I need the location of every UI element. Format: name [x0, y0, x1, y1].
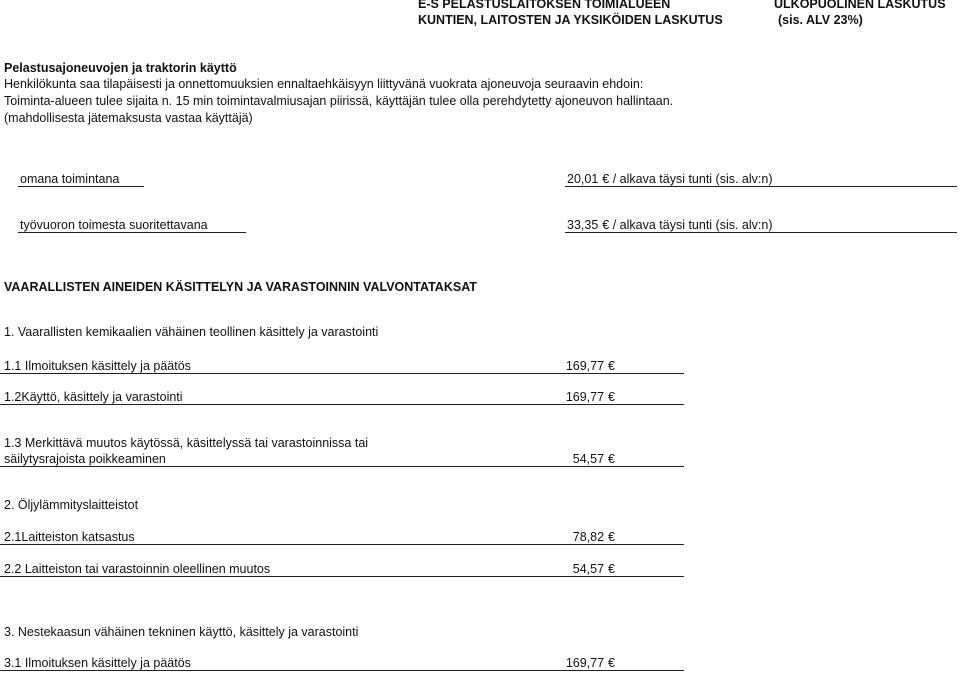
fee-value: 78,82	[572, 530, 605, 544]
header-title-line2: KUNTIEN, LAITOSTEN JA YKSIKÖIDEN LASKUTUS	[418, 13, 723, 27]
vehicles-title: Pelastusajoneuvojen ja traktorin käyttö	[4, 61, 237, 75]
row-underline	[0, 404, 684, 405]
rate-value-underline	[565, 186, 957, 187]
euro-icon: €	[608, 390, 615, 404]
section2-title: 2. Öljylämmityslaitteistot	[4, 498, 139, 512]
vehicles-line-2: Toiminta-alueen tulee sijaita n. 15 min toimintavalmiusajan piirissä, käyttäjän tulee olla perehdytetty ajoneuvon hallintaan.	[4, 94, 674, 108]
euro-icon: €	[608, 530, 615, 544]
fee-value: 54,57	[572, 452, 605, 466]
rate-value: 33,35	[567, 218, 599, 232]
item-3-1-label: 3.1 Ilmoituksen käsittely ja päätös	[4, 656, 191, 670]
fee-value: 169,77	[565, 359, 605, 373]
item-2-2-label: 2.2 Laitteiston tai varastoinnin oleellinen muutos	[4, 562, 271, 576]
vehicles-line-3: (mahdollisesta jätemaksusta vastaa käyttäjä)	[4, 111, 253, 125]
rate-value: 20,01	[567, 172, 599, 186]
euro-icon: €	[608, 359, 615, 373]
hazmat-title: VAARALLISTEN AINEIDEN KÄSITTELYN JA VARASTOINNIN VALVONTATAKSAT	[4, 280, 477, 294]
rate-label-shift: työvuoron toimesta suoritettavana	[20, 218, 208, 232]
rate-unit: / alkava täysi tunti (sis. alv:n)	[612, 172, 773, 186]
euro-icon: €	[608, 452, 615, 466]
fee-value: 169,77	[565, 656, 605, 670]
rate-unit: / alkava täysi tunti (sis. alv:n)	[612, 218, 773, 232]
rate-label-own: omana toimintana	[20, 172, 120, 186]
vehicles-line-1: Henkilökunta saa tilapäisesti ja onnettomuuksien ennaltaehkäisyyn liittyvänä vuokrata ajoneuvoja seuraavin ehdoin:	[4, 77, 644, 91]
header-right-line1: ULKOPUOLINEN LASKUTUS	[774, 0, 946, 11]
item-1-3-label-line1: 1.3 Merkittävä muutos käytössä, käsittelyssä tai varastoinnissa tai	[4, 436, 369, 450]
fee-value: 54,57	[572, 562, 605, 576]
row-underline	[0, 544, 684, 545]
rate-label-underline	[18, 186, 144, 187]
fee-value: 169,77	[565, 390, 605, 404]
rate-label-underline	[18, 232, 246, 233]
euro-icon: €	[608, 656, 615, 670]
euro-icon: €	[608, 562, 615, 576]
item-1-2-label: 1.2Käyttö, käsittely ja varastointi	[4, 390, 183, 404]
rate-value-underline	[565, 232, 957, 233]
header-right-line2: (sis. ALV 23%)	[778, 13, 863, 27]
section3-title: 3. Nestekaasun vähäinen tekninen käyttö, käsittely ja varastointi	[4, 625, 359, 639]
header-title-line1: E-S PELASTUSLAITOKSEN TOIMIALUEEN	[418, 0, 671, 11]
row-underline	[0, 466, 684, 467]
row-underline	[0, 373, 684, 374]
euro-icon: €	[602, 172, 610, 186]
section1-title: 1. Vaarallisten kemikaalien vähäinen teollinen käsittely ja varastointi	[4, 325, 379, 339]
euro-icon: €	[602, 218, 610, 232]
row-underline	[0, 576, 684, 577]
row-underline	[0, 670, 684, 671]
item-1-1-label: 1.1 Ilmoituksen käsittely ja päätös	[4, 359, 191, 373]
item-2-1-label: 2.1Laitteiston katsastus	[4, 530, 135, 544]
item-1-3-label-line2: säilytysrajoista poikkeaminen	[4, 452, 166, 466]
